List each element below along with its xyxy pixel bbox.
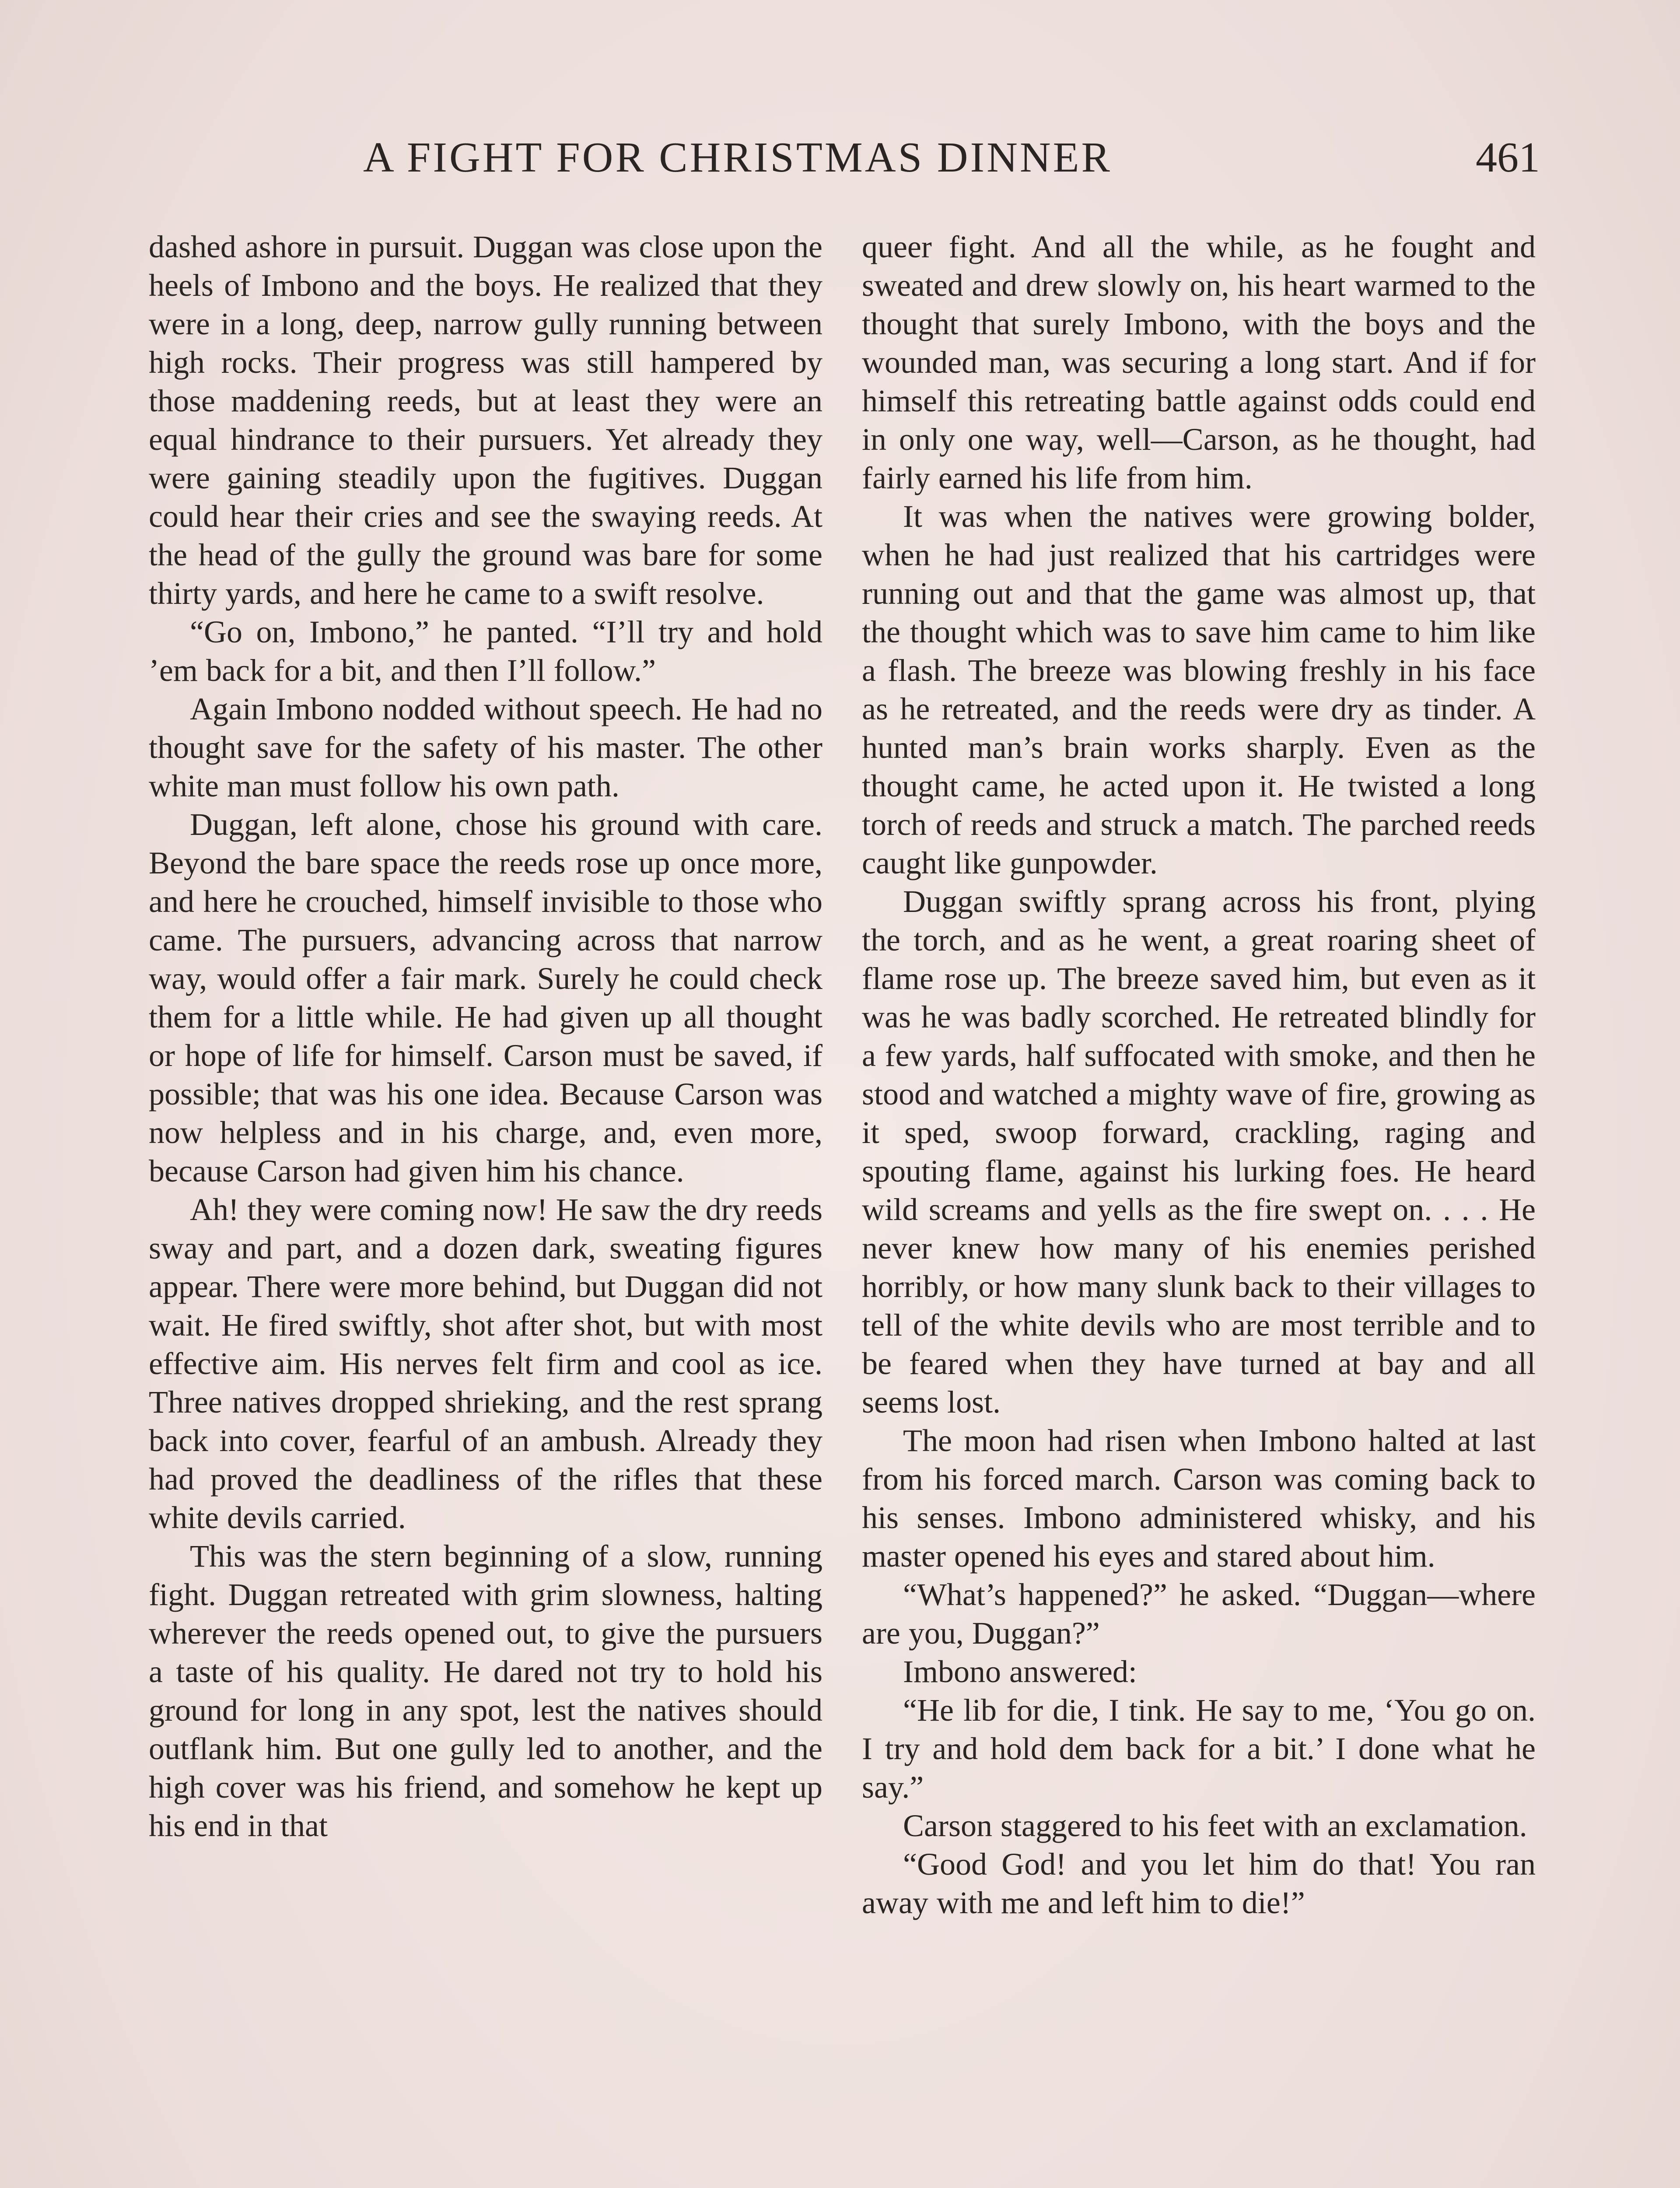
running-header [149, 127, 1540, 188]
paragraph: Ah! they were coming now! He saw the dry reeds sway and part, and a dozen dark, sweating figures appear. There were more behind, but Duggan did not wait. He fired swiftly, shot after shot, but with most effective aim. His nerves felt firm and cool as ice. Three natives dropped shrieking, and the rest sprang back into cover, fearful of an ambush. Already they had proved the deadliness of the rifles that these white devils carried. [149, 1192, 822, 1535]
paragraph: “He lib for die, I tink. He say to me, ‘You go on. I try and hold dem back for a bit.’ I done what he say.” [862, 1693, 1536, 1805]
paragraph: dashed ashore in pursuit. Duggan was close upon the heels of Imbono and the boys. He realized that they were in a long, deep, narrow gully running between high rocks. Their progress was still hampered by those maddening reeds, but at least they were an equal hindrance to their pursuers. Yet already they were gaining steadily upon the fugitives. Duggan could hear their cries and see the swaying reeds. At the head of the gully the ground was bare for some thirty yards, and here he came to a swift resolve. [149, 229, 822, 611]
paragraph: Again Imbono nodded without speech. He had no thought save for the safety of his master. The other white man must follow his own path. [149, 691, 822, 803]
paragraph: Imbono answered: [903, 1654, 1137, 1689]
paragraph: Carson staggered to his feet with an exclamation. [903, 1808, 1527, 1843]
running-title: A FIGHT FOR CHRISTMAS DINNER [363, 134, 1112, 181]
page-number: 461 [1476, 134, 1540, 181]
paragraph: Duggan swiftly sprang across his front, plying the torch, and as he went, a great roaring sheet of flame rose up. The breeze saved him, but even as it was he was badly scorched. He retreated blindly for a few yards, half suffocated with smoke, and then he stood and watched a mighty wave of fire, growing as it sped, swoop forward, crackling, raging and spouting flame, against his lurking foes. He heard wild screams and yells as the fire swept on. . . . He never knew how many of his enemies perished horribly, or how many slunk back to their villages to tell of the white devils who are most terrible and to be feared when they have turned at bay and all seems lost. [862, 884, 1536, 1420]
paragraph: It was when the natives were growing bolder, when he had just realized that his cartridges were running out and that the game was almost up, that the thought which was to save him came to him like a flash. The breeze was blowing freshly in his face as he retreated, and the reeds were dry as tinder. A hunted man’s brain works sharply. Even as the thought came, he acted upon it. He twisted a long torch of reeds and struck a match. The parched reeds caught like gunpowder. [862, 499, 1536, 880]
paragraph: queer fight. And all the while, as he fought and sweated and drew slowly on, his heart warmed to the thought that surely Imbono, with the boys and the wounded man, was securing a long start. And if for himself this retreating battle against odds could end in only one way, well—Carson, as he thought, had fairly earned his life from him. [862, 229, 1536, 495]
paragraph: This was the stern beginning of a slow, running fight. Duggan retreated with grim slowness, halting wherever the reeds opened out, to give the pursuers a taste of his quality. He dared not try to hold his ground for long in any spot, lest the natives should outflank him. But one gully led to another, and the high cover was his friend, and somehow he kept up his end in that [149, 1539, 822, 1843]
right-column [862, 228, 1536, 2188]
paragraph: Duggan, left alone, chose his ground with care. Beyond the bare space the reeds rose up once more, and here he crouched, himself invisible to those who came. The pursuers, advancing across that narrow way, would offer a fair mark. Surely he could check them for a little while. He had given up all thought or hope of life for himself. Carson must be saved, if possible; that was his one idea. Because Carson was now helpless and in his charge, and, even more, because Carson had given him his chance. [149, 807, 822, 1189]
left-column [149, 228, 822, 2188]
paragraph: “What’s happened?” he asked. “Duggan—where are you, Duggan?” [862, 1577, 1536, 1651]
paragraph: The moon had risen when Imbono halted at last from his forced march. Carson was coming back to his senses. Imbono administered whisky, and his master opened his eyes and stared about him. [862, 1423, 1536, 1574]
paragraph: “Good God! and you let him do that! You ran away with me and left him to die!” [862, 1847, 1536, 1920]
paragraph: “Go on, Imbono,” he panted. “I’ll try and hold ’em back for a bit, and then I’ll follow.” [149, 614, 822, 688]
